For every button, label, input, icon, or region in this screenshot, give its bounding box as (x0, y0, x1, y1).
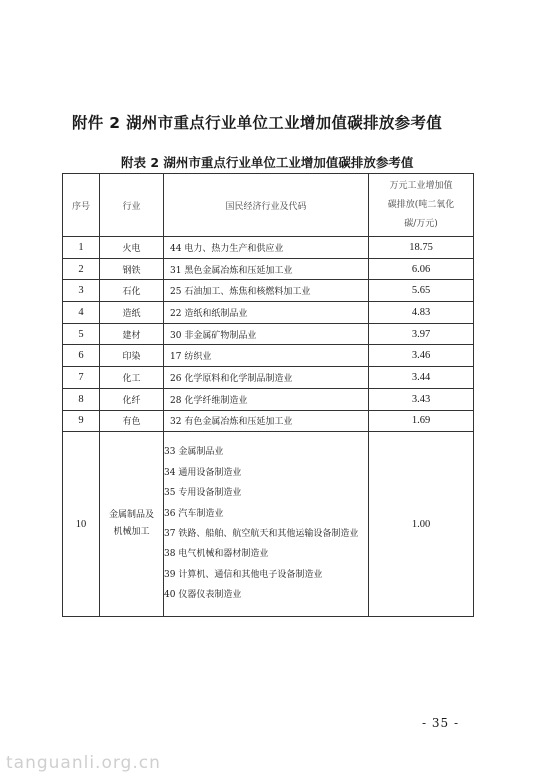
header-value-line: 万元工业增加值 (389, 180, 453, 191)
row-code: 31 黑色金属冶炼和压延加工业 (164, 258, 369, 280)
row-no: 7 (63, 367, 100, 389)
row-code-item: 39 计算机、通信和其他电子设备制造业 (164, 569, 323, 580)
row-no: 1 (63, 237, 100, 259)
row-industry: 建材 (100, 323, 164, 345)
table-row (63, 323, 474, 345)
table-header-row (63, 174, 474, 237)
row-no: 8 (63, 388, 100, 410)
row-industry: 有色 (100, 410, 164, 432)
row-code-item: 36 汽车制造业 (164, 508, 224, 519)
row-industry: 造纸 (100, 302, 164, 324)
header-no: 序号 (63, 174, 100, 237)
row-value: 3.43 (369, 388, 474, 410)
row-value: 18.75 (369, 237, 474, 259)
row-no: 2 (63, 258, 100, 280)
emission-reference-table (62, 173, 474, 617)
row-code-list (164, 432, 369, 617)
table-row (63, 237, 474, 259)
row-code: 25 石油加工、炼焦和核燃料加工业 (164, 280, 369, 302)
row-industry: 火电 (100, 237, 164, 259)
table-row (63, 410, 474, 432)
row-value: 4.83 (369, 302, 474, 324)
table-row (63, 280, 474, 302)
header-value-line: 碳排放(吨二氧化 (387, 199, 455, 210)
row-no: 5 (63, 323, 100, 345)
page-title: 附件 2 湖州市重点行业单位工业增加值碳排放参考值 (72, 114, 443, 132)
row-no: 9 (63, 410, 100, 432)
row-code-item: 34 通用设备制造业 (164, 467, 242, 478)
row-no: 6 (63, 345, 100, 367)
row-code: 44 电力、热力生产和供应业 (164, 237, 369, 259)
row-code: 22 造纸和纸制品业 (164, 302, 369, 324)
row-industry-line: 机械加工 (113, 527, 150, 538)
table-caption: 附表 2 湖州市重点行业单位工业增加值碳排放参考值 (121, 155, 414, 170)
header-value-line: 碳/万元) (404, 218, 438, 229)
row-no: 4 (63, 302, 100, 324)
row-code-item: 40 仪器仪表制造业 (164, 590, 242, 601)
row-code-item: 35 专用设备制造业 (164, 488, 242, 499)
table-row (63, 345, 474, 367)
row-value: 6.06 (369, 258, 474, 280)
row-value: 1.00 (369, 432, 474, 617)
row-code-item: 37 铁路、船舶、航空航天和其他运输设备制造业 (164, 529, 359, 540)
row-industry: 印染 (100, 345, 164, 367)
row-value: 3.97 (369, 323, 474, 345)
watermark-text: tanguanli.org.cn (6, 753, 161, 773)
header-code: 国民经济行业及代码 (164, 174, 369, 237)
page-number: - 35 - (422, 716, 460, 730)
row-industry: 石化 (100, 280, 164, 302)
row-code: 28 化学纤维制造业 (164, 388, 369, 410)
row-code: 26 化学原料和化学制品制造业 (164, 367, 369, 389)
table-row (63, 302, 474, 324)
row-code: 32 有色金属冶炼和压延加工业 (164, 410, 369, 432)
header-industry: 行业 (100, 174, 164, 237)
row-industry: 钢铁 (100, 258, 164, 280)
table-row (63, 367, 474, 389)
row-code: 30 非金属矿物制品业 (164, 323, 369, 345)
row-code: 17 纺织业 (164, 345, 369, 367)
row-industry: 化纤 (100, 388, 164, 410)
row-code-item: 38 电气机械和器材制造业 (164, 549, 269, 560)
row-value: 3.46 (369, 345, 474, 367)
row-no: 3 (63, 280, 100, 302)
row-value: 3.44 (369, 367, 474, 389)
row-industry (100, 432, 164, 617)
row-value: 1.69 (369, 410, 474, 432)
table-row (63, 388, 474, 410)
header-value (369, 174, 474, 237)
row-code-item: 33 金属制品业 (164, 447, 224, 458)
row-value: 5.65 (369, 280, 474, 302)
table-row (63, 258, 474, 280)
row-industry: 化工 (100, 367, 164, 389)
table-row-last (63, 432, 474, 617)
row-industry-line: 金属制品及 (108, 510, 154, 521)
row-no: 10 (63, 432, 100, 617)
